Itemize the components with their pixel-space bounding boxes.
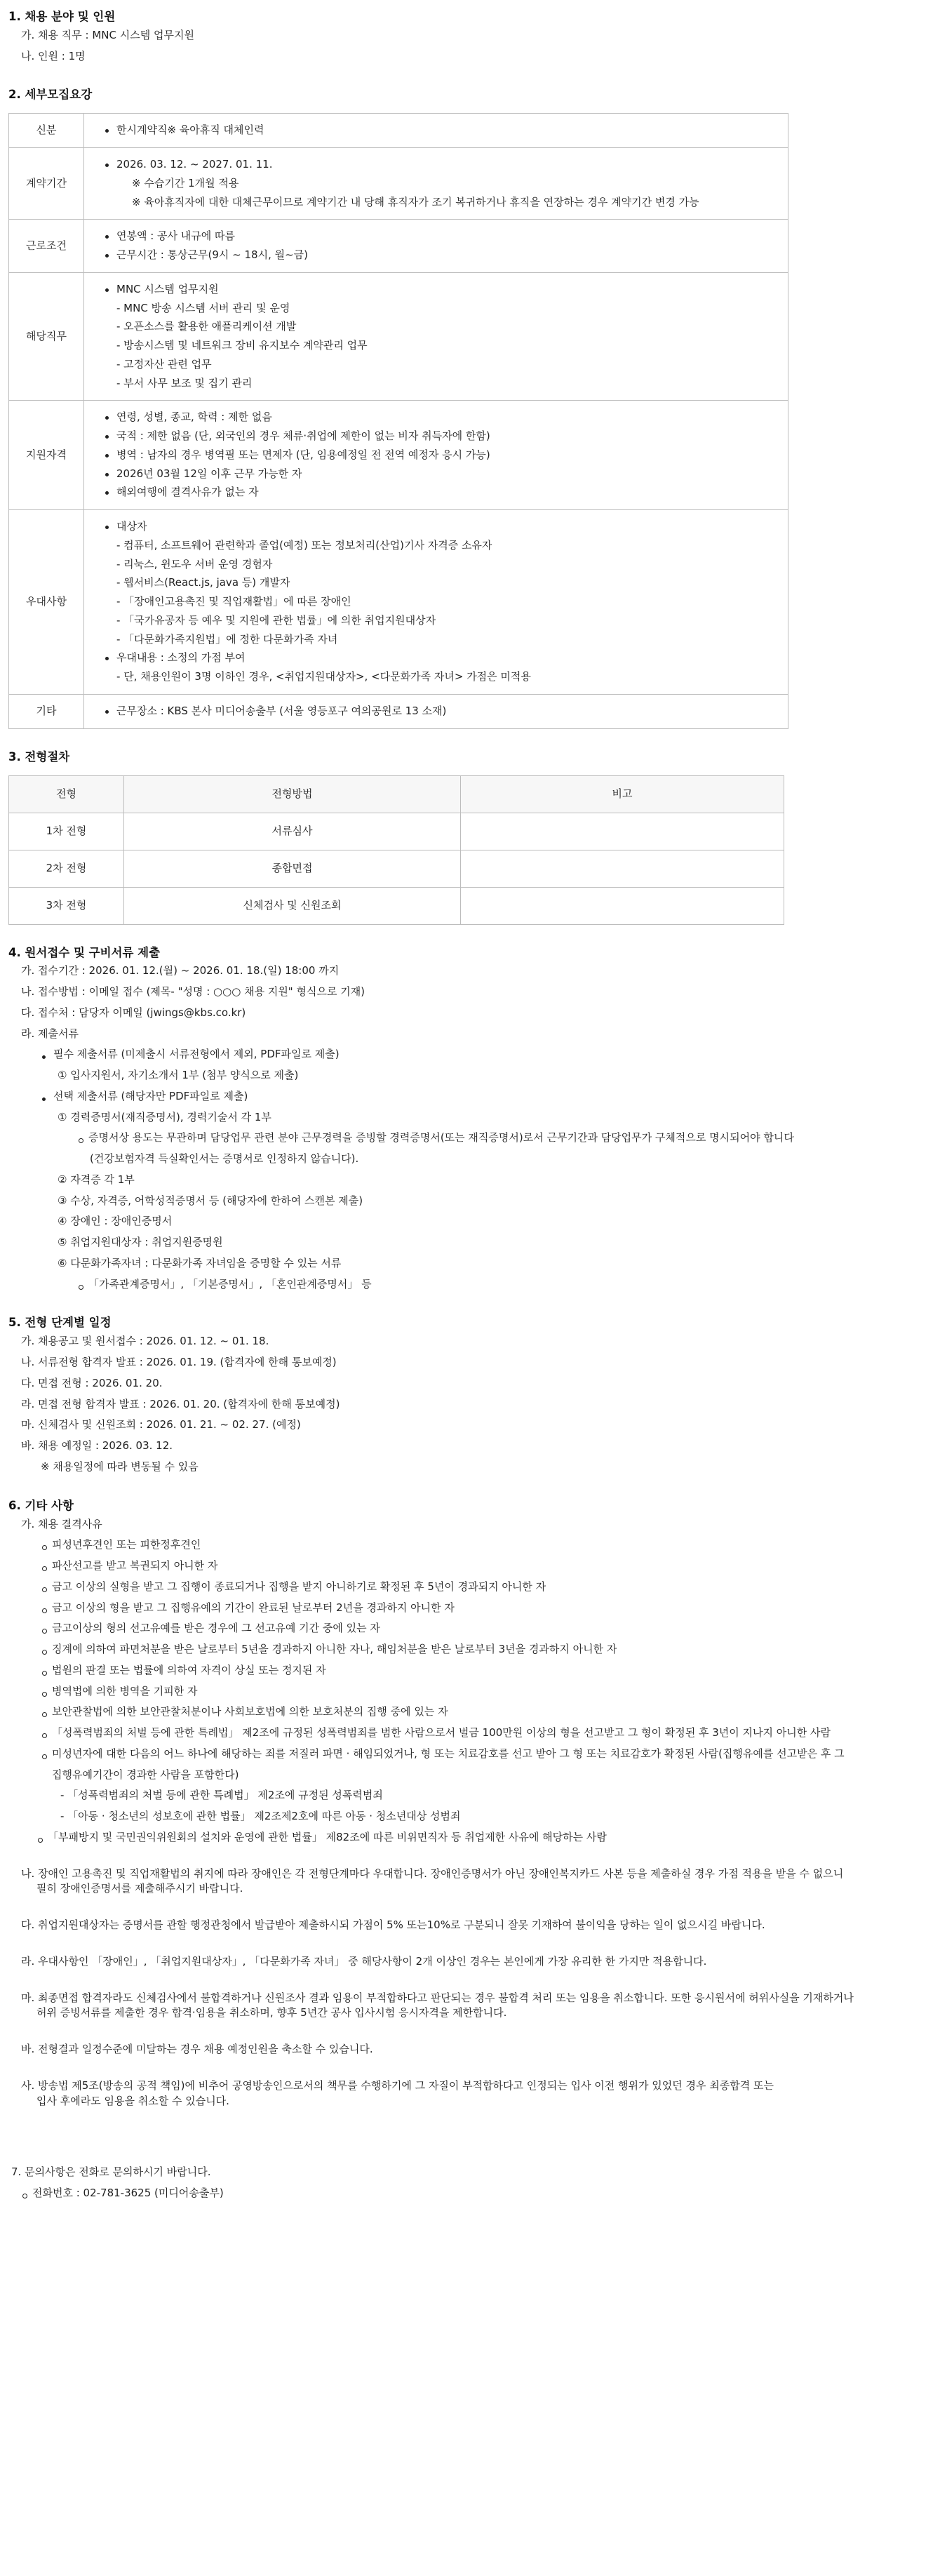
section-title: 2. 세부모집요강 bbox=[8, 88, 93, 102]
documents-line: 라. 제출서류 bbox=[21, 1027, 79, 1040]
list-item: 2026. 03. 12. ~ 2027. 01. 11. bbox=[104, 157, 778, 173]
sub-item: - 방송시스템 및 네트워크 장비 유지보수 계약관리 업무 bbox=[116, 339, 368, 352]
section-title: 3. 전형절차 bbox=[8, 749, 70, 763]
sub-item: ② 자격증 각 1부 bbox=[58, 1173, 135, 1186]
section-title: 4. 원서접수 및 구비서류 제출 bbox=[8, 945, 161, 959]
paragraph-text: 바. 전형결과 일정수준에 미달하는 경우 채용 예정인원을 축소할 수 있습니다. bbox=[21, 2043, 373, 2056]
table-header-row bbox=[9, 775, 784, 813]
table-row bbox=[9, 850, 784, 887]
list-item: 국적 : 제한 없음 (단, 외국인의 경우 체류·취업에 제한이 없는 비자 취득자에 한함) bbox=[104, 429, 778, 444]
schedule-line: 마. 신체검사 및 신원조회 : 2026. 01. 21. ~ 02. 27. (예정) bbox=[21, 1418, 301, 1432]
sub-item: - 컴퓨터, 소프트웨어 관련학과 졸업(예정) 또는 정보처리(산업)기사 자격증 소유자 bbox=[116, 538, 492, 552]
method-line: 나. 접수방법 : 이메일 접수 (제목- "성명 : ○○○ 채용 지원" 형식으로 기재) bbox=[21, 985, 365, 999]
table-cell: 3차 전형 bbox=[9, 887, 124, 924]
table-row bbox=[9, 401, 788, 510]
section-details bbox=[8, 86, 927, 728]
sub-item: - 「성폭력범죄의 처벌 등에 관한 특례법」 제2조에 규정된 성폭력범죄 bbox=[60, 1789, 383, 1802]
list-item: 미성년자에 대한 다음의 어느 하나에 해당하는 죄를 저질러 파면 · 해임되었거나, 형 또는 치료감호를 선고 받아 그 형 또는 치료감호가 확정된 사람(집행유예를 선고받은 후 그 bbox=[41, 1747, 845, 1760]
list-item: 금고 이상의 실형을 받고 그 집행이 종료되거나 집행을 받지 아니하기로 확정된 후 5년이 경과되지 아니한 자 bbox=[41, 1580, 546, 1593]
paragraph-text: 다. 취업지원대상자는 증명서를 관할 행정관청에서 발급받아 제출하시되 가점이 5% 또는10%로 구분되니 잘못 기재하여 불이익을 당하는 일이 없으시길 바랍니다. bbox=[21, 1918, 765, 1932]
table-row bbox=[9, 114, 788, 148]
list-item: 보안관찰법에 의한 보안관찰처분이나 사회보호법에 의한 보호처분의 집행 중에 있는 자 bbox=[41, 1705, 448, 1718]
list-item: 해외여행에 결격사유가 없는 자 bbox=[104, 485, 778, 500]
list-item: 징계에 의하여 파면처분을 받은 날로부터 5년을 경과하지 아니한 자나, 해임처분을 받은 날로부터 3년을 경과하지 아니한 자 bbox=[41, 1643, 617, 1655]
list-item: 병역법에 의한 병역을 기피한 자 bbox=[41, 1685, 197, 1697]
table-cell bbox=[461, 887, 784, 924]
headcount-line: 나. 인원 : 1명 bbox=[21, 49, 86, 62]
list-item: 근무시간 : 통상근무(9시 ~ 18시, 월~금) bbox=[104, 248, 778, 263]
sub-item: - 「아동 · 청소년의 성보호에 관한 법률」 제2조제2호에 따른 아동 · 청소년대상 성범죄 bbox=[60, 1810, 461, 1823]
job-duty-line: 가. 채용 직무 : MNC 시스템 업무지원 bbox=[21, 28, 194, 41]
sub-item: - 웹서비스(React.js, java 등) 개발자 bbox=[116, 576, 290, 589]
schedule-line: 나. 서류전형 합격자 발표 : 2026. 01. 19. (합격자에 한해 통보예정) bbox=[21, 1356, 337, 1369]
table-cell: 종합면접 bbox=[124, 850, 461, 887]
table-row bbox=[9, 813, 784, 850]
sub-sub-item: 「가족관계증명서」, 「기본증명서」, 「혼인관계증명서」 등 bbox=[77, 1278, 372, 1290]
list-item: 2026년 03월 12일 이후 근무 가능한 자 bbox=[104, 467, 778, 482]
sub-item: ① 경력증명서(재직증명서), 경력기술서 각 1부 bbox=[58, 1110, 271, 1123]
list-item: 파산선고를 받고 복권되지 아니한 자 bbox=[41, 1559, 217, 1572]
list-item: 금고이상의 형의 선고유예를 받은 경우에 그 선고유예 기간 중에 있는 자 bbox=[41, 1622, 380, 1634]
sub-item: - MNC 방송 시스템 서버 관리 및 운영 bbox=[116, 301, 290, 314]
list-item: 선택 제출서류 (해당자만 PDF파일로 제출) bbox=[41, 1090, 248, 1102]
row-label: 계약기간 bbox=[9, 148, 84, 220]
row-label: 해당직무 bbox=[9, 272, 84, 401]
section-title: 6. 기타 사항 bbox=[8, 1498, 74, 1512]
list-item: 근무장소 : KBS 본사 미디어송출부 (서울 영등포구 여의공원로 13 소재) bbox=[104, 704, 778, 719]
list-item: 한시계약직※ 육아휴직 대체인력 bbox=[104, 123, 778, 138]
sub-item: ④ 장애인 : 장애인증명서 bbox=[58, 1215, 173, 1228]
contact-title: 7. 문의사항은 전화로 문의하시기 바랍니다. bbox=[11, 2165, 211, 2179]
table-row bbox=[9, 510, 788, 695]
section-schedule bbox=[8, 1314, 927, 1477]
schedule-line: 라. 면접 전형 합격자 발표 : 2026. 01. 20. (합격자에 한해 통보예정) bbox=[21, 1397, 340, 1410]
sub-item: ③ 수상, 자격증, 어학성적증명서 등 (해당자에 한하여 스캔본 제출) bbox=[58, 1194, 363, 1207]
disqualification-heading: 가. 채용 결격사유 bbox=[21, 1517, 102, 1530]
note-text: ※ 수습기간 1개월 적용 bbox=[132, 176, 239, 189]
list-item-continued: 집행유예기간이 경과한 사람을 포함한다) bbox=[52, 1768, 239, 1781]
row-label: 신분 bbox=[9, 114, 84, 148]
column-header: 비고 bbox=[461, 775, 784, 813]
process-table bbox=[8, 775, 784, 925]
schedule-line: 바. 채용 예정일 : 2026. 03. 12. bbox=[21, 1439, 173, 1453]
list-item: 「부패방지 및 국민권익위원회의 설치와 운영에 관한 법률」 제82조에 따른 비위면직자 등 취업제한 사유에 해당하는 사람 bbox=[36, 1831, 607, 1843]
schedule-line: 다. 면접 전형 : 2026. 01. 20. bbox=[21, 1376, 163, 1389]
note-text: ※ 육아휴직자에 대한 대체근무이므로 계약기간 내 당해 휴직자가 조기 복귀하거나 휴직을 연장하는 경우 계약기간 변경 가능 bbox=[132, 195, 699, 208]
section-recruit-field bbox=[8, 8, 927, 67]
list-item: 피성년후견인 또는 피한정후견인 bbox=[41, 1538, 201, 1551]
sub-item: ⑥ 다문화가족자녀 : 다문화가족 자녀임을 증명할 수 있는 서류 bbox=[58, 1256, 342, 1269]
table-row bbox=[9, 887, 784, 924]
table-row bbox=[9, 148, 788, 220]
list-item: 병역 : 남자의 경우 병역필 또는 면제자 (단, 임용예정일 전 전역 예정자 응시 가능) bbox=[104, 448, 778, 463]
paragraph-text: 입사 후에라도 임용을 취소할 수 있습니다. bbox=[36, 2094, 229, 2107]
table-cell: 서류심사 bbox=[124, 813, 461, 850]
paragraph-text: 허위 증빙서류를 제출한 경우 합격·임용을 취소하며, 향후 5년간 공사 입사시험 응시자격을 제한합니다. bbox=[36, 2006, 507, 2020]
table-row bbox=[9, 220, 788, 273]
note-text: ※ 채용일정에 따라 변동될 수 있음 bbox=[41, 1460, 199, 1473]
paragraph-text: 마. 최종면접 합격자라도 신체검사에서 불합격하거나 신원조사 결과 임용이 부적합하다고 판단되는 경우 불합격 처리 또는 임용을 취소합니다. 또한 응시원서에 허위사실을 기재하거나 bbox=[21, 1991, 854, 2004]
list-item: 연령, 성별, 종교, 학력 : 제한 없음 bbox=[104, 410, 778, 425]
row-label: 지원자격 bbox=[9, 401, 84, 510]
table-cell: 2차 전형 bbox=[9, 850, 124, 887]
section-application bbox=[8, 945, 927, 1295]
email-line: 다. 접수처 : 담당자 이메일 (jwings@kbs.co.kr) bbox=[21, 1006, 246, 1019]
sub-sub-item: (건강보험자격 득실확인서는 증명서로 인정하지 않습니다). bbox=[90, 1152, 359, 1166]
list-item: MNC 시스템 업무지원 bbox=[104, 282, 778, 298]
list-item: 우대내용 : 소정의 가점 부여 bbox=[104, 650, 778, 666]
sub-item: - 리눅스, 윈도우 서버 운영 경험자 bbox=[116, 557, 273, 570]
list-item: 「성폭력범죄의 처벌 등에 관한 특례법」 제2조에 규정된 성폭력범죄를 범한 사람으로서 벌금 100만원 이상의 형을 선고받고 그 형이 확정된 후 3년이 지나지 아니한 사람 bbox=[41, 1726, 831, 1739]
sub-item: - 부서 사무 보조 및 집기 관리 bbox=[116, 376, 253, 389]
paragraph bbox=[8, 2076, 927, 2112]
sub-item: - 「다문화가족지원법」에 정한 다문화가족 자녀 bbox=[116, 632, 338, 646]
table-cell: 신체검사 및 신원조회 bbox=[124, 887, 461, 924]
row-label: 기타 bbox=[9, 694, 84, 728]
paragraph bbox=[8, 1988, 927, 2024]
paragraph-text: 사. 방송법 제5조(방송의 공적 책임)에 비추어 공영방송인으로서의 책무를 수행하기에 그 자질이 부적합하다고 인정되는 입사 이전 행위가 있었던 경우 최종합격 또는 bbox=[21, 2078, 774, 2092]
period-line: 가. 접수기간 : 2026. 01. 12.(월) ~ 2026. 01. 18.(일) 18:00 까지 bbox=[21, 964, 340, 977]
section-process bbox=[8, 749, 927, 925]
paragraph-text: 필히 장애인증명서를 제출해주시기 바랍니다. bbox=[36, 1882, 243, 1895]
sub-item: - 「국가유공자 등 예우 및 지원에 관한 법률」에 의한 취업지원대상자 bbox=[116, 613, 436, 627]
table-row bbox=[9, 694, 788, 728]
list-item: 대상자 bbox=[104, 519, 778, 535]
list-item: 필수 제출서류 (미제출시 서류전형에서 제외, PDF파일로 제출) bbox=[41, 1048, 340, 1060]
paragraph bbox=[8, 1864, 927, 1900]
column-header: 전형방법 bbox=[124, 775, 461, 813]
table-cell: 1차 전형 bbox=[9, 813, 124, 850]
phone-number: 전화번호 : 02-781-3625 (미디어송출부) bbox=[21, 2187, 224, 2199]
sub-item: ⑤ 취업지원대상자 : 취업지원증명원 bbox=[58, 1236, 223, 1249]
list-item: 금고 이상의 형을 받고 그 집행유예의 기간이 완료된 날로부터 2년을 경과하지 아니한 자 bbox=[41, 1601, 455, 1614]
schedule-line: 가. 채용공고 및 원서접수 : 2026. 01. 12. ~ 01. 18. bbox=[21, 1335, 269, 1348]
sub-item: - 단, 채용인원이 3명 이하인 경우, <취업지원대상자>, <다문화가족 자녀> 가점은 미적용 bbox=[116, 670, 531, 683]
sub-item: - 오픈소스를 활용한 애플리케이션 개발 bbox=[116, 320, 297, 333]
section-title: 1. 채용 분야 및 인원 bbox=[8, 10, 116, 23]
paragraph-text: 라. 우대사항인 「장애인」, 「취업지원대상자」, 「다문화가족 자녀」 중 해당사항이 2개 이상인 경우는 본인에게 가장 유리한 한 가지만 적용합니다. bbox=[21, 1954, 707, 1968]
table-row bbox=[9, 272, 788, 401]
column-header: 전형 bbox=[9, 775, 124, 813]
paragraph-text: 나. 장애인 고용촉진 및 직업재활법의 취지에 따라 장애인은 각 전형단계마다 우대합니다. 장애인증명서가 아닌 장애인복지카드 사본 등을 제출하실 경우 가점 적용을 받을 수 없으니 bbox=[21, 1867, 844, 1880]
row-label: 근로조건 bbox=[9, 220, 84, 273]
list-item: 법원의 판결 또는 법률에 의하여 자격이 상실 또는 정지된 자 bbox=[41, 1664, 326, 1676]
section-contact bbox=[8, 2162, 927, 2204]
sub-item: - 고정자산 관련 업무 bbox=[116, 357, 212, 371]
sub-sub-item: 증명서상 용도는 무관하며 담당업무 관련 분야 근무경력을 증빙할 경력증명서(또는 재직증명서)로서 근무기간과 담당업무가 구체적으로 명시되어야 합니다 bbox=[77, 1131, 794, 1144]
section-misc bbox=[8, 1497, 927, 2112]
row-label: 우대사항 bbox=[9, 510, 84, 695]
table-cell bbox=[461, 850, 784, 887]
sub-item: - 「장애인고용촉진 및 직업재활법」에 따른 장애인 bbox=[116, 595, 351, 608]
sub-item: ① 입사지원서, 자기소개서 1부 (첨부 양식으로 제출) bbox=[58, 1069, 299, 1082]
table-cell bbox=[461, 813, 784, 850]
details-table bbox=[8, 113, 788, 728]
list-item: 연봉액 : 공사 내규에 따름 bbox=[104, 229, 778, 244]
section-title: 5. 전형 단계별 일정 bbox=[8, 1316, 112, 1330]
